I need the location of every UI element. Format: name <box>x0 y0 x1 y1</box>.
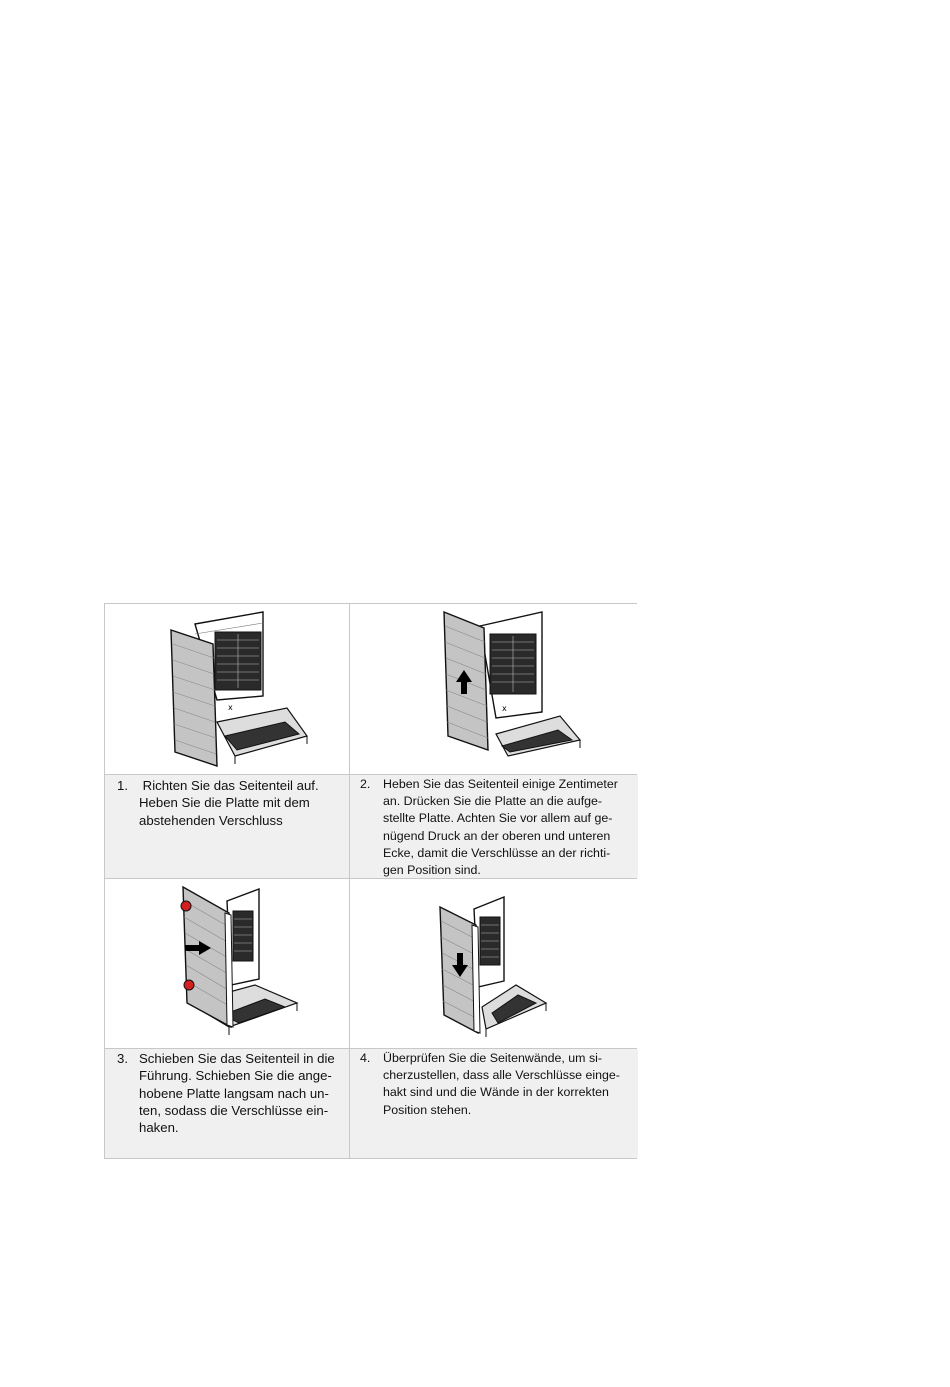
step-3-illustration <box>105 879 349 1048</box>
step-number: 4. <box>360 1051 371 1065</box>
step-text-line: Heben Sie die Platte mit dem <box>139 795 310 811</box>
step-4-illustration <box>350 879 638 1048</box>
row-divider <box>105 878 636 879</box>
step-text-line: Schieben Sie das Seitenteil in die <box>139 1051 335 1066</box>
latch-marker-icon <box>184 980 194 990</box>
step-text-line: nügend Druck an der oberen und unteren <box>383 828 611 843</box>
step-1-text-cell <box>105 775 349 878</box>
step-text-line: Position stehen. <box>383 1102 472 1117</box>
step-text-line: Ecke, damit die Verschlüsse an der richti- <box>383 845 611 860</box>
step-text-line: Richten Sie das Seitenteil auf. <box>139 778 319 793</box>
step-number: 2. <box>360 777 371 791</box>
latch-marker-icon <box>181 901 191 911</box>
column-divider <box>349 604 350 1158</box>
instruction-table <box>104 603 637 1159</box>
step-number: 1. <box>117 778 128 793</box>
row-divider <box>105 1048 636 1049</box>
step-2-text-cell <box>350 775 638 878</box>
step-text-line: hobene Platte langsam nach un- <box>139 1085 329 1101</box>
step-number: 3. <box>117 1051 128 1066</box>
step-text-line: hakt sind und die Wände in der korrekten <box>383 1085 609 1100</box>
step-text-line: ten, sodass die Verschlüsse ein- <box>139 1102 329 1118</box>
step-1-illustration-cell <box>105 604 349 774</box>
step-text-line: Heben Sie das Seitenteil einige Zentimeter <box>383 777 618 791</box>
step-text-line: abstehenden Verschluss <box>139 812 283 828</box>
step-3-illustration-cell <box>105 879 349 1048</box>
row-divider <box>105 774 636 775</box>
step-text-line: an. Drücken Sie die Platte an die aufge- <box>383 794 603 809</box>
step-text-line: Führung. Schieben Sie die ange- <box>139 1068 332 1084</box>
svg-text:x: x <box>228 703 233 712</box>
step-text-line: gen Position sind. <box>383 863 481 878</box>
svg-text:x: x <box>502 704 507 713</box>
step-2-illustration <box>350 604 638 774</box>
step-text-line: haken. <box>139 1120 179 1136</box>
step-text-line: stellte Platte. Achten Sie vor allem auf ge- <box>383 811 613 826</box>
step-2-illustration-cell <box>350 604 638 774</box>
step-1-illustration <box>105 604 349 774</box>
step-text-line: cherzustellen, dass alle Verschlüsse einge- <box>383 1068 620 1083</box>
step-3-text-cell <box>105 1049 349 1158</box>
step-4-text-cell <box>350 1049 638 1158</box>
step-text-line: Überprüfen Sie die Seitenwände, um si- <box>383 1051 603 1065</box>
step-4-illustration-cell <box>350 879 638 1048</box>
